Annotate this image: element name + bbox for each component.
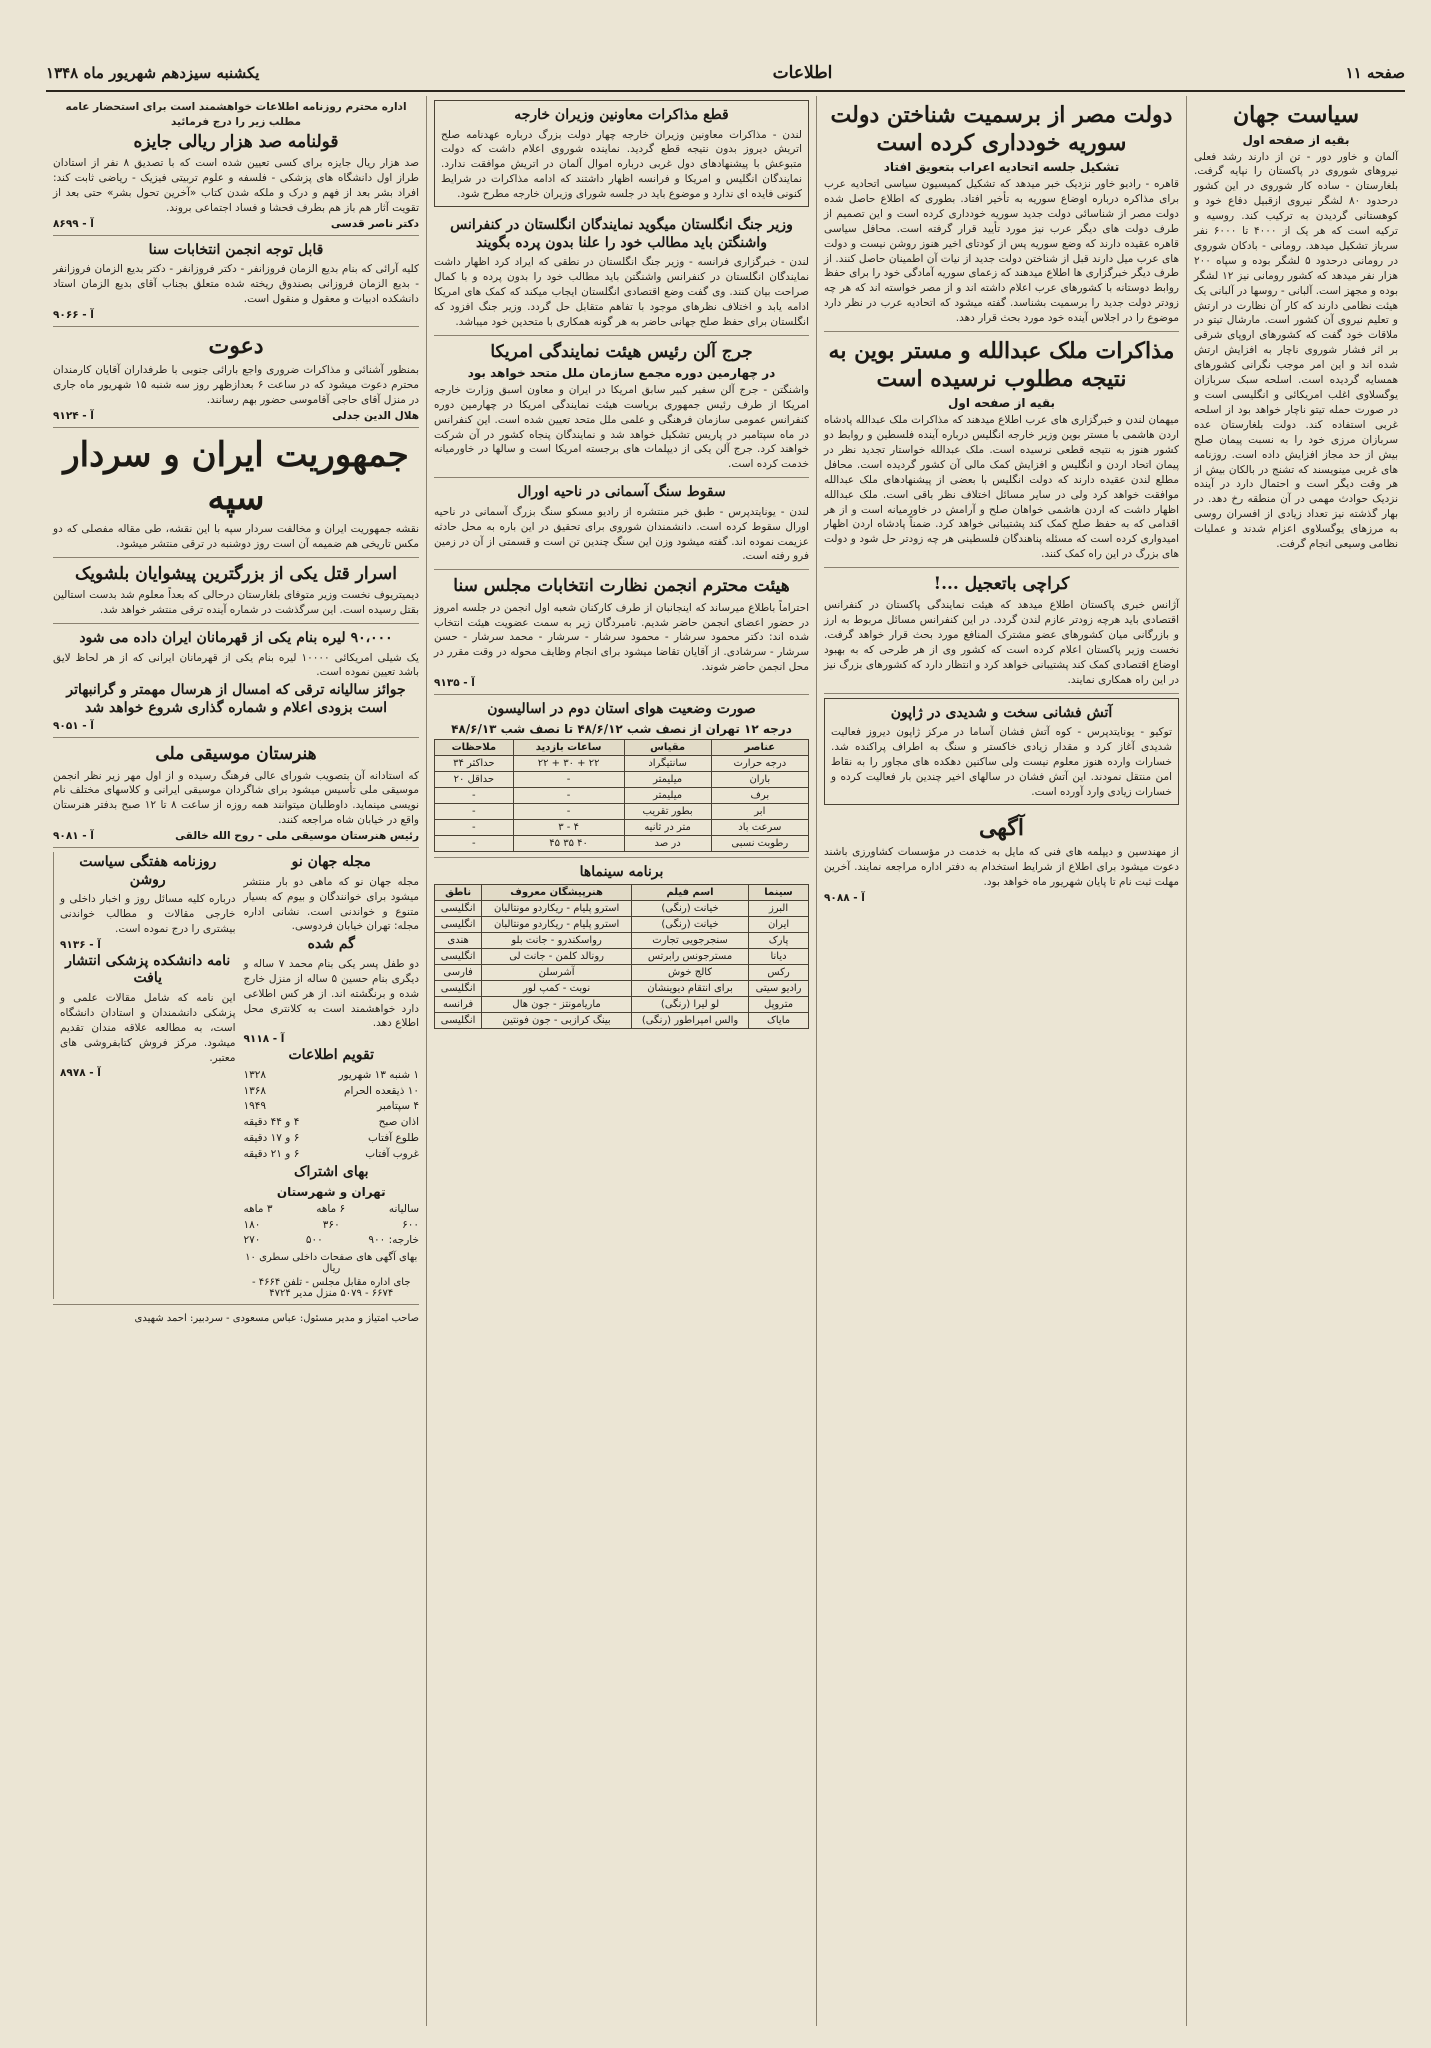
- table-row: [435, 1013, 809, 1029]
- table-cell: میلیمتر: [624, 787, 711, 803]
- table-cell: متروپل: [749, 997, 809, 1013]
- article-egypt-syria: [824, 96, 1179, 332]
- table-cell: انگلیسی: [435, 981, 482, 997]
- article-body: صد هزار ریال جایزه برای کسی تعیین شده است که با تصدیق ۸ نفر از استادان طراز اول دانشگاه های پزشکی - فلسفه و علوم تربیتی فیزیک - ریاضی ثابت کند: افراد بشر بعد از فهم و درک و ملکه شدن کتاب «آخرین تحول بشر» حتی بعد از تقویت آثار هم باز هم بطرف فحشا و فساد اجتماعی بروند.: [53, 157, 419, 214]
- subheadline: بقیه از صفحه اول: [1242, 132, 1350, 147]
- headline: سقوط سنگ آسمانی در ناحیه اورال: [517, 484, 726, 501]
- table-row: [435, 771, 809, 787]
- table-cell: فارسی: [435, 965, 482, 981]
- table-row: [435, 819, 809, 835]
- article-prize: [53, 96, 419, 236]
- table-cell: برای انتقام دیوینشان: [631, 981, 748, 997]
- article-body: کلیه آرائی که بنام بدیع الزمان فروزانفر - دکتر فروزانفر - دکتر بدیع الزمان فروزانفر - بدیع الزمان فروزانی بصندوق ریخته شده متعلق بجناب آقای بدیع الزمان استاد دانشکده ادبیات و معقول و منقول است.: [53, 263, 419, 305]
- table-cell: رادیو سیتی: [749, 981, 809, 997]
- headline: ۹۰،۰۰۰ لیره بنام یکی از قهرمانان ایران داده می شود: [79, 630, 393, 646]
- article-world-politics: [1194, 96, 1398, 557]
- headline: نامه دانشکده پزشکی انتشار یافت: [65, 952, 231, 987]
- table-cell: سرعت باد: [711, 819, 808, 835]
- headline: اسرار قتل یکی از بزرگترین پیشوایان بلشویک: [75, 563, 397, 584]
- list-item: [244, 1147, 420, 1163]
- headline: مجله جهان نو: [291, 854, 371, 871]
- article-meteorite: [434, 478, 809, 570]
- cinema-rows: [435, 901, 809, 1029]
- list-value: ۱۳۶۸: [243, 1084, 267, 1097]
- article-body: آژانس خبری پاکستان اطلاع میدهد که هیئت نمایندگی پاکستان در کنفرانس اقتصادی باید هرچه زودتر عازم لندن گردد. در این کنفرانس مسائل مربوط به ارز و بازرگانی میان کشورهای عضو مشترک المنافع مورد بحث قرار خواهد گرفت. نخست وزیر پاکستان اعلام کرده است که کشور وی از هر طرحی که به بهبود اوضاع اقتصادی کمک کند پشتیبانی خواهد کرد و انتظار دارد که کشورهای بزرگ نیز در این راه همکاری نمایند.: [824, 599, 1179, 686]
- article-republic: [53, 428, 419, 558]
- table-cell: فرانسه: [435, 997, 482, 1013]
- table-cell: سنجرجویی تجارت: [631, 933, 748, 949]
- list-value: ۵۰۰: [305, 1234, 323, 1247]
- headline: وزیر جنگ انگلستان میگوید نمایندگان انگلستان در کنفرانس واشنگتن باید مطالب خود را علنا بدون پرده بگویند: [450, 217, 793, 251]
- table-cell: -: [435, 803, 514, 819]
- table-cell: خیانت (رنگی): [631, 917, 748, 933]
- table-cell: در صد: [624, 835, 711, 851]
- list-value: ۶ ماهه: [316, 1202, 346, 1215]
- list-value: ۴ سپتامبر: [377, 1100, 419, 1113]
- headline: دولت مصر از برسمیت شناختن دولت سوریه خودداری کرده است: [830, 102, 1173, 156]
- table-cell: انگلیسی: [435, 949, 482, 965]
- list-value: ۱ شنبه ۱۳ شهریور: [338, 1068, 419, 1081]
- table-cell: حداکثر ۳۴: [435, 755, 514, 771]
- list-item: [244, 1115, 420, 1131]
- ad-code: آ - ۹۱۳۵: [434, 677, 475, 690]
- ad-code: آ - ۹۰۸۱: [53, 830, 94, 843]
- table-cell: متر در ثانیه: [624, 819, 711, 835]
- article-lottery: [53, 624, 419, 738]
- article-invitation: [53, 327, 419, 428]
- column-middle-left: [426, 96, 816, 2026]
- list-value: ۶ و ۲۱ دقیقه: [243, 1147, 300, 1160]
- table-cell: -: [435, 787, 514, 803]
- table-cell: بینگ کرازبی - جون فونتین: [482, 1013, 632, 1029]
- table-cell: آشرسلن: [482, 965, 632, 981]
- article-body: دیمیتریوف نخست وزیر متوفای بلغارستان درحالی که بعداً معلوم شد بدست استالین بقتل رسیده است. این سرگذشت در شماره آینده ترقی منتشر خواهد شد.: [53, 589, 419, 617]
- article-george-allen: [434, 336, 809, 479]
- issue-date: یکشنبه سیزدهم شهریور ماه ۱۳۴۸: [46, 64, 260, 82]
- list-item: [244, 1131, 420, 1147]
- ad-rate-note: بهای آگهی های صفحات داخلی سطری ۱۰ ریال: [245, 1252, 418, 1275]
- table-cell: پارک: [749, 933, 809, 949]
- article-body: دو طفل پسر یکی بنام محمد ۷ ساله و دیگری بنام حسین ۵ ساله از منزل خارج شده و برنگشته اند. از هر کس اطلاعی دارد خواهشمند است به کلانتری محل اطلاع دهد.: [243, 957, 420, 1030]
- table-cell: ابر: [711, 803, 808, 819]
- headline: مذاکرات ملک عبدالله و مستر بوین به نتیجه مطلوب نرسیده است: [828, 338, 1175, 392]
- notice-column-right: [244, 852, 420, 1299]
- table-cell: بطور تقریب: [624, 803, 711, 819]
- list-value: ۳ ماهه: [243, 1202, 273, 1215]
- calendar: [244, 1068, 420, 1163]
- table-row: [435, 803, 809, 819]
- signature: هلال الدین جدلی: [332, 410, 419, 423]
- headline: هیئت محترم انجمن نظارت انتخابات مجلس سنا: [453, 576, 790, 597]
- weather-report: [434, 695, 809, 858]
- article-body: بمنظور آشنائی و مذاکرات ضروری واجع بارائی جنوبی با طرفداران آقایان کارمندان محترم دعوت میشود که در ساعت ۶ بعدازظهر روز سه شنبه ۱۵ شهریور ماه جاری در منزل آقای حاجی آقاموسی حضور بهم رسانند.: [53, 364, 419, 407]
- list-item: [244, 1068, 420, 1084]
- headline: گم شده: [307, 936, 355, 953]
- article-body: که استادانه آن بتصویب شورای عالی فرهنگ رسیده و از اول مهر زیر نظر انجمن موسیقی ملی تأسیس میشود برای شاگردان موسیقی ایرانی و کلاسهای مختلف نام نویسی مینماید. داوطلبان میتوانند همه روزه از ساعت ۸ تا ۱۲ صبح بدفتر هنرستان واقع در خیابان شاه مراجعه کنند.: [53, 769, 420, 827]
- article-senate-notice: [53, 236, 419, 327]
- table-cell: -: [513, 803, 624, 819]
- headline-secondary: جوائز سالیانه ترقی که امسال از هرسال مهمتر و گرانبهاتر است بزودی اعلام و شماره گذاری شروع خواهد شد: [66, 682, 406, 716]
- advertisement: [824, 809, 1179, 909]
- headline: قولنامه صد هزار ریالی جایزه: [133, 131, 339, 152]
- weather-table: [434, 739, 809, 852]
- headline: هنرستان موسیقی ملی: [155, 744, 317, 765]
- table-cell: درجه حرارت: [711, 755, 808, 771]
- table-cell: سانتیگراد: [624, 755, 711, 771]
- list-value: خارجه: ۹۰۰: [368, 1234, 419, 1247]
- table-cell: ۴۰ ۳۵ ۴۵: [513, 835, 624, 851]
- table-header: ناطق: [435, 885, 482, 901]
- table-cell: -: [513, 787, 624, 803]
- cinema-table: [434, 884, 809, 1029]
- headline: سیاست جهان: [1232, 102, 1360, 128]
- list-value: ۶ و ۱۷ دقیقه: [243, 1131, 300, 1144]
- headline: جرج آلن رئیس هیئت نمایندگی امریکا: [490, 341, 753, 362]
- ad-code: آ - ۹۱۱۸: [243, 1033, 285, 1046]
- table-row: [435, 917, 809, 933]
- table-cell: -: [435, 835, 514, 851]
- signature: رئیس هنرستان موسیقی ملی - روح الله خالقی: [175, 830, 419, 843]
- ad-code: آ - ۸۶۹۹: [53, 217, 94, 230]
- table-header: ملاحظات: [435, 739, 514, 755]
- article-body: این نامه که شامل مقالات علمی و پزشکی دانشمندان و استادان دانشگاه است، به مطالعه علاقه مندان تقدیم میشود. مرکز فروش کتابفروشی های معتبر.: [60, 991, 236, 1064]
- column-world: [1186, 96, 1405, 2026]
- prize-intro: اداره محترم روزنامه اطلاعات خواهشمند است برای استحضار عامه مطلب زیر را درج فرمائید: [65, 101, 407, 128]
- list-value: ۱۰ ذیقعده الحرام: [343, 1084, 419, 1097]
- table-cell: استرو پلیام - ریکاردو مونتالبان: [482, 917, 632, 933]
- publisher-signature: صاحب امتیاز و مدیر مسئول: عباس مسعودی - سردبیر: احمد شهیدی: [134, 1313, 419, 1325]
- article-body: درباره کلیه مسائل روز و اخبار داخلی و خارجی مقالات و مطالب خواندنی بیشتری را درج نموده است.: [60, 893, 236, 935]
- list-value: ۳۶۰: [322, 1218, 340, 1231]
- list-value: سالیانه: [388, 1202, 419, 1215]
- ad-code: آ - ۹۰۵۱: [53, 720, 94, 733]
- article-britain: [434, 211, 809, 336]
- headline: روزنامه هفتگی سیاست روشن: [79, 854, 217, 888]
- list-item: [244, 1099, 420, 1115]
- headline: کراچی باتعجیل ...!: [933, 574, 1070, 595]
- list-value: ۶۰۰: [402, 1218, 419, 1231]
- list-value: اذان صبح: [378, 1116, 419, 1129]
- table-row: [435, 997, 809, 1013]
- article-body: میهمان لندن و خبرگزاری های عرب اطلاع میدهند که مذاکرات ملک عبدالله پادشاه اردن هاشمی با مستر بوین وزیر خارجه انگلیس درباره آینده فلسطین و روابط دو کشور هنوز به نتیجه قطعی نرسیده است. ملک عبدالله خواستار تجدید نظر در پیمان اتحاد اردن و انگلیس و افزایش کمک مالی آن کشور گردیده است. محافل مطلع لندن عقیده دارند که دولت انگلیس با بعضی از پیشنهادهای ملک عبدالله موافقت خواهد کرد ولی در سایر مسائل اختلاف نظر باقی است. ملک عبدالله اظهار داشت که اردن هاشمی خواهان صلح و آرامش در خاورمیانه است و از هر اقدامی که به حفظ صلح کمک کند پشتیبانی خواهد کرد. ضمناً پادشاه اردن اظهار امیدواری کرده است که مسئله پناهندگان فلسطینی هر چه زودتر حل شود و دولت های بزرگ در این راه کمک کنند.: [824, 414, 1179, 561]
- table-row: [435, 965, 809, 981]
- table-cell: انگلیسی: [435, 917, 482, 933]
- ad-code: آ - ۹۱۳۶: [60, 938, 101, 951]
- subheadline: درجه ۱۲ تهران از نصف شب ۴۸/۶/۱۲ تا نصف شب ۴۸/۶/۱۳: [451, 721, 792, 736]
- article-body: مجله جهان نو که ماهی دو بار منتشر میشود برای خوانندگان و بیوم که بسیار متنوع و خواندنی است. نشانی اداره مجله: تهران خیابان فردوسی.: [243, 875, 419, 933]
- ad-code: آ - ۹۰۶۶: [53, 308, 94, 321]
- article-body: توکیو - یونایتدپرس - کوه آتش فشان آساما در مرکز ژاپون دیروز فعالیت شدیدی آغاز کرد و مقدار زیادی خاکستر و سنگ به اطراف پراکنده شد. خسارات وارده هنوز معلوم نیست ولی ساکنین دهکده های مجاور را به نقاط امن منتقل نمودند. این آتش فشان در سالهای اخیر چندین بار فعالیت کرده و خسارات زیادی وارد آورده است.: [831, 726, 1172, 798]
- signature: دکتر ناصر قدسی: [330, 217, 419, 230]
- table-cell: حداقل ۲۰: [435, 771, 514, 787]
- table-row: [435, 949, 809, 965]
- headline: آگهی: [978, 814, 1025, 841]
- table-header: اسم فیلم: [631, 885, 748, 901]
- table-cell: انگلیسی: [435, 1013, 482, 1029]
- headline: صورت وضعیت هوای استان دوم در اسالیسون: [487, 701, 756, 718]
- list-item: [244, 1233, 420, 1249]
- table-cell: -: [513, 771, 624, 787]
- table-cell: والس امپراطور (رنگی): [631, 1013, 748, 1029]
- columns: [46, 96, 1405, 2026]
- table-row: [435, 835, 809, 851]
- article-body: نقشه جمهوریت ایران و مخالفت سردار سپه با این نقشه، طی مقاله مفصلی که دو مکس تاریخی هم ضمیمه آن است روز دوشنبه در ترقی منتشر میشود.: [53, 523, 419, 551]
- article-bolshevik: [53, 558, 419, 624]
- list-value: ۴ و ۴۴ دقیقه: [243, 1116, 300, 1129]
- ad-code: آ - ۹۰۸۸: [824, 892, 865, 905]
- table-cell: رواسکندرو - جانت بلو: [482, 933, 632, 949]
- column-middle-right: [816, 96, 1186, 2026]
- article-body: آلمان و خاور دور - تن از دارند رشد فعلی نیروهای شوروی در پاکستان را نپایه گرفت. بلغارستان - ساده کار شوروی در این کشور درحدود ۸۰ لشگر نیروی ازقبیل دفاع خود و کوهستانی گردیدن به ترکیب کند. روسیه و ترکیه است که هر یک از ۴۰۰۰ تا ۶۰۰۰ نفر سرباز تشکیل میدهد. رومانی - بادکان شوروی در رومانی درحدود ۵ لشگر بوده و سپاه ۲۰۰ هزار نفر میدهد که کشور رومانی نیز ۱۲ لشگر بوده و مجهز است. آلبانی - روسها در آلبانی یک هیئت نظامی دارند که کار آن نظارت در ارتش و تعلیم نیروی آن کشور است. مارشال تیتو در ملاقات خود گفت که کشورهای اروپای شرقی بر اثر فشار شوروی ناچار به افزایش ارتش شده اند و این امر موجب نگرانی کشورهای همسایه گردیده است. اسلحه سبک سربازان یوگسلاوی اغلب امریکائی و انگلیسی است و در صورت حمله تیتو ناچار خواهد بود از اسلحه غربی استفاده کند. دولت بلغارستان عده سربازان مرزی خود را به نسبت پیمان صلح بیش از حد مجاز افزایش داده است. روزنامه های غربی مینویسند که تشنج در بالکان بیش از هر وقت دیگر است و احتمال دارد در آینده نزدیک حوادث مهمی در آن منطقه رخ دهد. در بهار گذشته نیز تعداد زیادی از افسران روسی به مرزهای یوگسلاوی اعزام شدند و عملیات نظامی وسیعی انجام گرفت.: [1194, 150, 1398, 551]
- article-senate: [434, 570, 809, 695]
- ad-code: آ - ۹۱۲۴: [53, 410, 94, 423]
- article-karachi: [824, 568, 1179, 694]
- table-cell: هندی: [435, 933, 482, 949]
- article-abdullah-bevin: [824, 332, 1179, 568]
- table-cell: نوبت - کمپ لور: [482, 981, 632, 997]
- table-cell: لو لیرا (رنگی): [631, 997, 748, 1013]
- table-cell: باران: [711, 771, 808, 787]
- table-header: ساعات بازدید: [513, 739, 624, 755]
- table-cell: رکس: [749, 965, 809, 981]
- headline: بهای اشتراک: [294, 1164, 369, 1181]
- table-cell: رونالد کلمن - جانت لی: [482, 949, 632, 965]
- article-body: لندن - خبرگزاری فرانسه - وزیر جنگ انگلستان در نطقی که ایراد کرد اظهار داشت نمایندگان انگلستان در کنفرانس واشنگتن باید مطالب خود را بدون پرده و با کمال صراحت بیان کنند. وی گفت وضع اقتصادی انگلستان ایجاب میکند که کمک های امریکا ادامه یابد و اختلاف نظرهای موجود با تفاهم متقابل حل گردد. وزیر جنگ افزود که انگلستان برای حفظ صلح جهانی حاضر به هر گونه همکاری با متحدین خود میباشد.: [434, 256, 809, 328]
- table-cell: ۴ - ۳: [513, 819, 624, 835]
- table-cell: انگلیسی: [435, 901, 482, 917]
- table-header: مقیاس: [624, 739, 711, 755]
- table-cell: -: [435, 819, 514, 835]
- table-row: [435, 787, 809, 803]
- table-cell: کالج خوش: [631, 965, 748, 981]
- table-header: عناصر: [711, 739, 808, 755]
- notices-row: [53, 848, 419, 1305]
- cinema-program: [434, 858, 809, 1035]
- headline: جمهوریت ایران و سردار سپه: [63, 435, 409, 518]
- article-deputies: [434, 100, 809, 207]
- table-cell: رطوبت نسبی: [711, 835, 808, 851]
- column-notices: [46, 96, 426, 2026]
- headline: قطع مذاکرات معاونین وزیران خارجه: [514, 107, 729, 123]
- page-number: صفحه ۱۱: [1345, 64, 1405, 82]
- subheadline: تشکیل جلسه اتحادیه اعراب بتعویق افتاد: [883, 160, 1120, 174]
- table-cell: دیانا: [749, 949, 809, 965]
- table-row: [435, 755, 809, 771]
- table-header: هنرپیشگان معروف: [482, 885, 632, 901]
- table-cell: مایاک: [749, 1013, 809, 1029]
- table-cell: استرو پلیام - ریکاردو مونتالبان: [482, 901, 632, 917]
- table-row: [435, 901, 809, 917]
- article-body: واشنگتن - جرج آلن سفیر کبیر سابق امریکا در ایران و معاون اسبق وزارت خارجه امریکا از طرف رئیس جمهوری بریاست هیئت نمایندگی امریکا در چهارمین دوره کنفرانس عمومی سازمان فرهنگی و علمی ملل متحد تعیین شده است. این کنفرانس در ماه سپتامبر در پاریس تشکیل خواهد شد و نمایندگان پنجاه کشور در آن شرکت خواهند کرد. جرج آلن یکی از دیپلمات های برجسته امریکا است و سالها در خاورمیانه خدمت کرده است.: [434, 383, 809, 471]
- article-body: از مهندسین و دیپلمه های فنی که مایل به خدمت در مؤسسات کشاورزی باشند دعوت میشود برای اطلاع از شرایط استخدام به دفتر اداره مراجعه نمایند. آخرین مهلت ثبت نام تا پایان شهریور ماه خواهد بود.: [824, 846, 1179, 889]
- page-header: [46, 60, 1405, 92]
- headline: تقویم اطلاعات: [288, 1047, 374, 1064]
- article-body: لندن - یونایتدپرس - طبق خبر منتشره از رادیو مسکو سنگ بزرگ آسمانی در ناحیه اورال سقوط کرده است. دانشمندان شوروی برای تحقیق در این باره به محل حادثه عزیمت نموده اند. گفته میشود وزن این سنگ چندین تن است و قسمتی از آن در زمین فرو رفته است.: [434, 505, 809, 563]
- article-body: قاهره - رادیو خاور نزدیک خبر میدهد که تشکیل کمیسیون سیاسی اتحادیه عرب برای مذاکره درباره اوضاع سوریه به تأخیر افتاد. بطوری که اطلاع حاصل شده دولت مصر از شناسائی دولت جدید سوریه خودداری کرده است و این تصمیم از طرف دولت های دیگر عرب نیز مورد تأیید قرار گرفته است. محافل سیاسی قاهره عقیده دارند که وضع سوریه پس از کودتای اخیر هنوز روشن نیست و دولت های عرب میل دارند قبل از شناختن دولت جدید از نیات آن اطمینان حاصل کنند. از طرف دیگر خبرگزاری ها اطلاع میدهند که زعمای سوریه آمادگی خود را برای حفظ روابط دوستانه با کشورهای عرب اعلام داشته اند و از مصر خواسته اند که هر چه زودتر دولت جدید را برسمیت بشناسد. گفته میشود که اتحادیه عرب در نظر دارد موضوع را در اجلاس آینده خود مورد بحث قرار دهد.: [824, 178, 1179, 325]
- table-cell: میلیمتر: [624, 771, 711, 787]
- headline: آتش فشانی سخت و شدیدی در ژاپون: [890, 704, 1113, 721]
- list-value: غروب آفتاب: [365, 1147, 419, 1160]
- table-cell: ایران: [749, 917, 809, 933]
- table-cell: ۲۲ + ۳۰ + ۲۲: [513, 755, 624, 771]
- weather-rows: [435, 755, 809, 851]
- table-cell: خیانت (رنگی): [631, 901, 748, 917]
- subheadline: تهران و شهرستان: [276, 1184, 386, 1199]
- office-address: جای اداره مقابل مجلس - تلفن ۴۶۶۴ - ۶۶۷۴ - ۵۰۷۹ منزل مدیر ۴۷۲۴: [251, 1277, 411, 1300]
- headline: برنامه سینماها: [579, 863, 664, 880]
- article-volcano: [824, 698, 1179, 805]
- headline: دعوت: [208, 332, 264, 359]
- table-cell: مسترجونس رابرتس: [631, 949, 748, 965]
- list-value: ۱۳۲۸: [243, 1068, 267, 1081]
- table-row: [435, 981, 809, 997]
- article-body: احتراماً باطلاع میرساند که اینجانبان از طرف کارکنان شعبه اول انجمن در جلسه امروز در حضور اعضای انجمن حاضر شدیم. نامبردگان زیر به سمت عضویت هیئت انتخاب شده اند: دکتر محمود سرشار - محمود سرشار - سرشار - محمد سرشار - حسن سرشار - سرشادی. از آقایان تقاضا میشود برای انجام وظایف محوله در وقت مقرر در محل انجمن حاضر شوند.: [434, 601, 809, 674]
- list-value: طلوع آفتاب: [367, 1131, 419, 1144]
- table-cell: البرز: [749, 901, 809, 917]
- paper-name: اطلاعات: [772, 63, 833, 83]
- list-item: [244, 1084, 420, 1100]
- list-item: [244, 1202, 420, 1218]
- list-value: ۲۷۰: [243, 1234, 261, 1247]
- article-body: یک شیلی امریکائی ۱۰۰۰۰ لیره بنام یکی از قهرمانان ایرانی که از هر لحاظ لایق باشد تعیین نموده است.: [53, 651, 419, 679]
- article-music-school: [53, 738, 419, 848]
- notice-column-left: [53, 852, 236, 1299]
- table-cell: برف: [711, 787, 808, 803]
- subheadline: بقیه از صفحه اول: [947, 396, 1055, 411]
- headline: قابل توجه انجمن انتخابات سنا: [148, 241, 324, 258]
- subheadline: در چهارمین دوره مجمع سازمان ملل متحد خواهد بود: [467, 365, 776, 380]
- list-value: ۱۹۴۹: [243, 1100, 267, 1113]
- list-item: [244, 1218, 420, 1234]
- article-body: لندن - مذاکرات معاونین وزیران خارجه چهار دولت بزرگ درباره عهدنامه صلح اتریش دیروز بدون نتیجه قطع گردید. نماینده شوروی اعلام داشت که دولت متبوعش با پیشنهادهای دول غربی درباره اموال آلمان در اتریش موافقت ندارد. نمایندگان انگلیس و امریکا و فرانسه اظهار داشتند که ادامه مذاکرات در شرایط کنونی فایده ای ندارد و موضوع باید در جلسه شورای وزیران خارجه مطرح شود.: [441, 128, 802, 201]
- table-header: سینما: [749, 885, 809, 901]
- table-row: [435, 933, 809, 949]
- subscription-rates: [244, 1202, 420, 1249]
- list-value: ۱۸۰: [243, 1218, 261, 1231]
- table-cell: ماریامونتز - جون هال: [482, 997, 632, 1013]
- ad-code: آ - ۸۹۷۸: [60, 1067, 101, 1080]
